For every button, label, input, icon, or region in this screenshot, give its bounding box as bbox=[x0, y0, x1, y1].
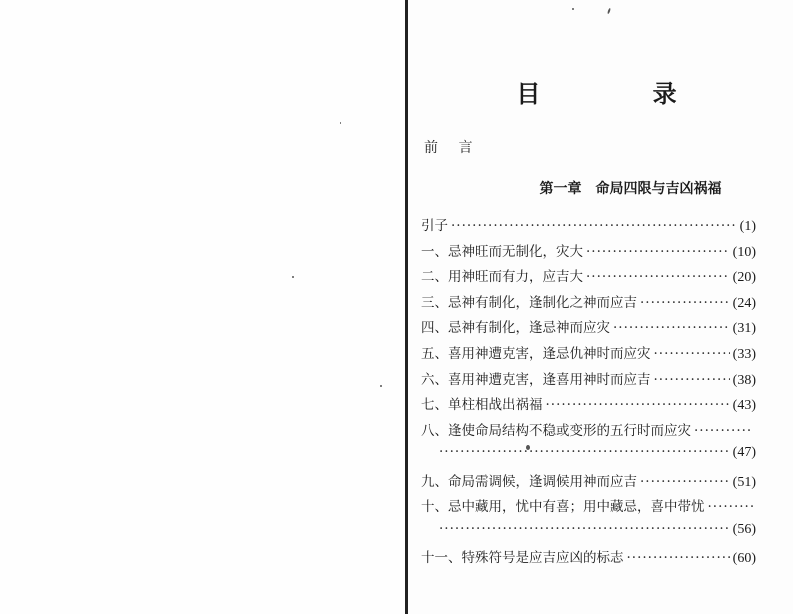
toc-entry-label: 十、忌中藏用，忧中有喜；用中藏忌，喜中带忧 bbox=[421, 499, 705, 516]
toc-entry-page: (33) bbox=[732, 346, 756, 362]
toc-entry-label: 六、喜用神遭克害，逢喜用神时而应吉 bbox=[421, 371, 651, 388]
dot-leader bbox=[694, 423, 753, 439]
toc-entry-line bbox=[421, 444, 756, 470]
toc-entry-page: (10) bbox=[732, 244, 756, 260]
toc-entry-label: 引子 bbox=[421, 218, 448, 234]
toc-entry-label: 一、忌神旺而无制化，灾大 bbox=[421, 243, 583, 260]
toc-entry bbox=[421, 214, 756, 240]
toc-entry bbox=[421, 291, 756, 317]
chapter-title: 命局四限与吉凶祸福 bbox=[595, 181, 722, 197]
dot-leader bbox=[451, 218, 737, 234]
dot-leader bbox=[586, 244, 730, 260]
dot-leader bbox=[546, 397, 730, 413]
dot-leader bbox=[627, 550, 730, 566]
toc-entry bbox=[421, 316, 756, 342]
toc-entry-label: 十一、特殊符号是应吉应凶的标志 bbox=[421, 550, 624, 567]
toc-entry bbox=[421, 265, 756, 291]
toc-entry-page: (38) bbox=[732, 372, 756, 388]
toc-entry-label: 七、单柱相战出祸福 bbox=[421, 397, 543, 414]
toc-entry bbox=[421, 470, 756, 496]
toc-entry bbox=[421, 546, 756, 572]
toc-entry-label: 四、忌神有制化，逢忌神而应灾 bbox=[421, 320, 610, 337]
toc-entry bbox=[421, 419, 756, 470]
dot-leader bbox=[586, 269, 730, 285]
toc-entry-page: (20) bbox=[732, 270, 756, 286]
toc-entry-page: (56) bbox=[732, 521, 756, 537]
scan-speck bbox=[340, 122, 341, 124]
toc-entry bbox=[421, 342, 756, 368]
toc-entry-page: (47) bbox=[732, 445, 756, 461]
toc-entry-page: (51) bbox=[732, 474, 756, 490]
toc-entry bbox=[421, 368, 756, 394]
dot-leader bbox=[654, 346, 730, 362]
scan-speck bbox=[380, 385, 382, 387]
scan-speck bbox=[572, 8, 574, 10]
toc-entry-label: 三、忌神有制化，逢制化之神而应吉 bbox=[421, 294, 637, 311]
toc-entry-line bbox=[421, 521, 756, 547]
toc-entry-page: (43) bbox=[732, 398, 756, 414]
toc-entry-label: 九、命局需调候，逢调候用神而应吉 bbox=[421, 473, 637, 490]
toc-list bbox=[421, 214, 756, 572]
contents-page bbox=[408, 0, 793, 614]
toc-entry-page: (1) bbox=[739, 219, 756, 234]
dot-leader bbox=[439, 444, 730, 460]
toc-entry-label: 八、逢使命局结构不稳或变形的五行时而应灾 bbox=[421, 422, 691, 439]
toc-entry-line bbox=[421, 419, 756, 445]
toc-entry bbox=[421, 240, 756, 266]
scan-speck bbox=[607, 8, 611, 14]
toc-entry-label: 二、用神旺而有力，应吉大 bbox=[421, 269, 583, 286]
chapter-heading bbox=[408, 178, 793, 198]
toc-entry-page: (60) bbox=[732, 551, 756, 567]
toc-entry-label: 五、喜用神遭克害，逢忌仇神时而应灾 bbox=[421, 345, 651, 362]
dot-leader bbox=[439, 521, 730, 537]
scan-speck bbox=[292, 276, 294, 278]
toc-entry-page: (31) bbox=[732, 321, 756, 337]
page-title: 目 录 bbox=[516, 79, 729, 108]
toc-entry-page: (24) bbox=[732, 295, 756, 311]
toc-entry bbox=[421, 393, 756, 419]
toc-preface: 前 言 bbox=[424, 140, 481, 156]
dot-leader bbox=[640, 474, 730, 490]
toc-entry-line bbox=[421, 495, 756, 521]
dot-leader bbox=[640, 295, 730, 311]
dot-leader bbox=[654, 372, 730, 388]
dot-leader bbox=[613, 320, 730, 336]
chapter-number: 第一章 bbox=[539, 181, 582, 197]
toc-entry bbox=[421, 495, 756, 546]
dot-leader bbox=[708, 499, 754, 515]
